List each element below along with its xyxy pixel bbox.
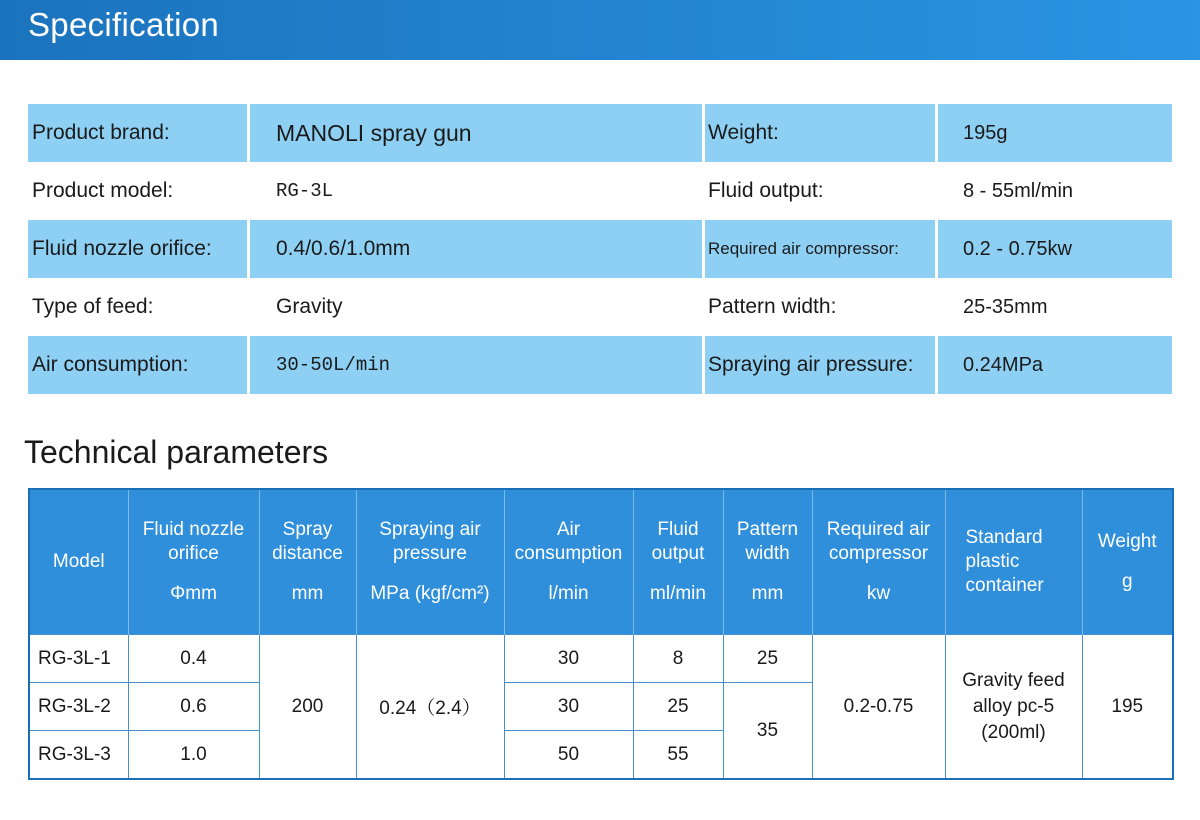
header-row [29, 489, 1173, 635]
spec-label: Product model: [32, 179, 174, 202]
air-consumption-cell: 50 [504, 731, 633, 780]
spec-label: Product brand: [28, 104, 247, 162]
spray-distance-cell: 200 [259, 635, 356, 780]
technical-parameters-table [28, 488, 1172, 780]
air-consumption-cell: 30 [504, 635, 633, 683]
pattern-width-cell: 25 [723, 635, 812, 683]
spec-row [28, 278, 1172, 336]
spec-label: Pattern width: [708, 295, 837, 318]
spec-row [28, 162, 1172, 220]
spec-label: Spraying air pressure: [705, 336, 935, 394]
spec-label: Fluid nozzle orifice: [28, 220, 247, 278]
spec-row [28, 104, 1172, 162]
spec-value: Gravity [276, 295, 343, 318]
spec-value: 195g [938, 104, 1172, 162]
spec-row [28, 336, 1172, 394]
spec-value: MANOLI spray gun [250, 104, 702, 162]
weight-cell: 195 [1082, 635, 1173, 780]
spec-value: 25-35mm [963, 295, 1048, 318]
column-header: Pattern width mm [723, 489, 812, 635]
spec-row [28, 220, 1172, 278]
column-header: Weight g [1082, 489, 1173, 635]
spec-label: Weight: [705, 104, 935, 162]
nozzle-cell: 0.4 [128, 635, 259, 683]
spec-value: 8 - 55ml/min [963, 179, 1074, 202]
column-header: Model [29, 489, 128, 635]
fluid-output-cell: 55 [633, 731, 723, 780]
column-header: Spraying air pressure MPa (kgf/cm²) [356, 489, 504, 635]
page-title: Specification [28, 6, 220, 43]
fluid-output-cell: 25 [633, 683, 723, 731]
column-header: Fluid nozzle orifice Φmm [128, 489, 259, 635]
table-row [29, 635, 1173, 683]
column-header: Spray distance mm [259, 489, 356, 635]
spec-label: Fluid output: [708, 179, 824, 202]
air-consumption-cell: 30 [504, 683, 633, 731]
nozzle-cell: 1.0 [128, 731, 259, 780]
spec-value: RG-3L [276, 180, 334, 202]
column-header: Air consumption l/min [504, 489, 633, 635]
column-header: Fluid output ml/min [633, 489, 723, 635]
pressure-cell: 0.24（2.4） [356, 635, 504, 780]
spec-value: 0.4/0.6/1.0mm [250, 220, 702, 278]
nozzle-cell: 0.6 [128, 683, 259, 731]
specification-table [28, 104, 1172, 394]
model-cell: RG-3L-3 [29, 731, 128, 780]
column-header: Standard plastic container [945, 489, 1082, 635]
spec-value: 0.24MPa [938, 336, 1172, 394]
header-bar [0, 0, 1200, 60]
spec-value: 0.2 - 0.75kw [938, 220, 1172, 278]
spec-label: Type of feed: [32, 295, 154, 318]
fluid-output-cell: 8 [633, 635, 723, 683]
spec-value: 30-50L/min [250, 336, 702, 394]
spec-label: Air consumption: [28, 336, 247, 394]
model-cell: RG-3L-2 [29, 683, 128, 731]
pattern-width-cell: 35 [723, 683, 812, 780]
spec-label: Required air compressor: [705, 220, 935, 278]
section-title: Technical parameters [24, 434, 329, 470]
column-header: Required air compressor kw [812, 489, 945, 635]
compressor-cell: 0.2-0.75 [812, 635, 945, 780]
container-cell: Gravity feed alloy pc-5 (200ml) [945, 635, 1082, 780]
model-cell: RG-3L-1 [29, 635, 128, 683]
